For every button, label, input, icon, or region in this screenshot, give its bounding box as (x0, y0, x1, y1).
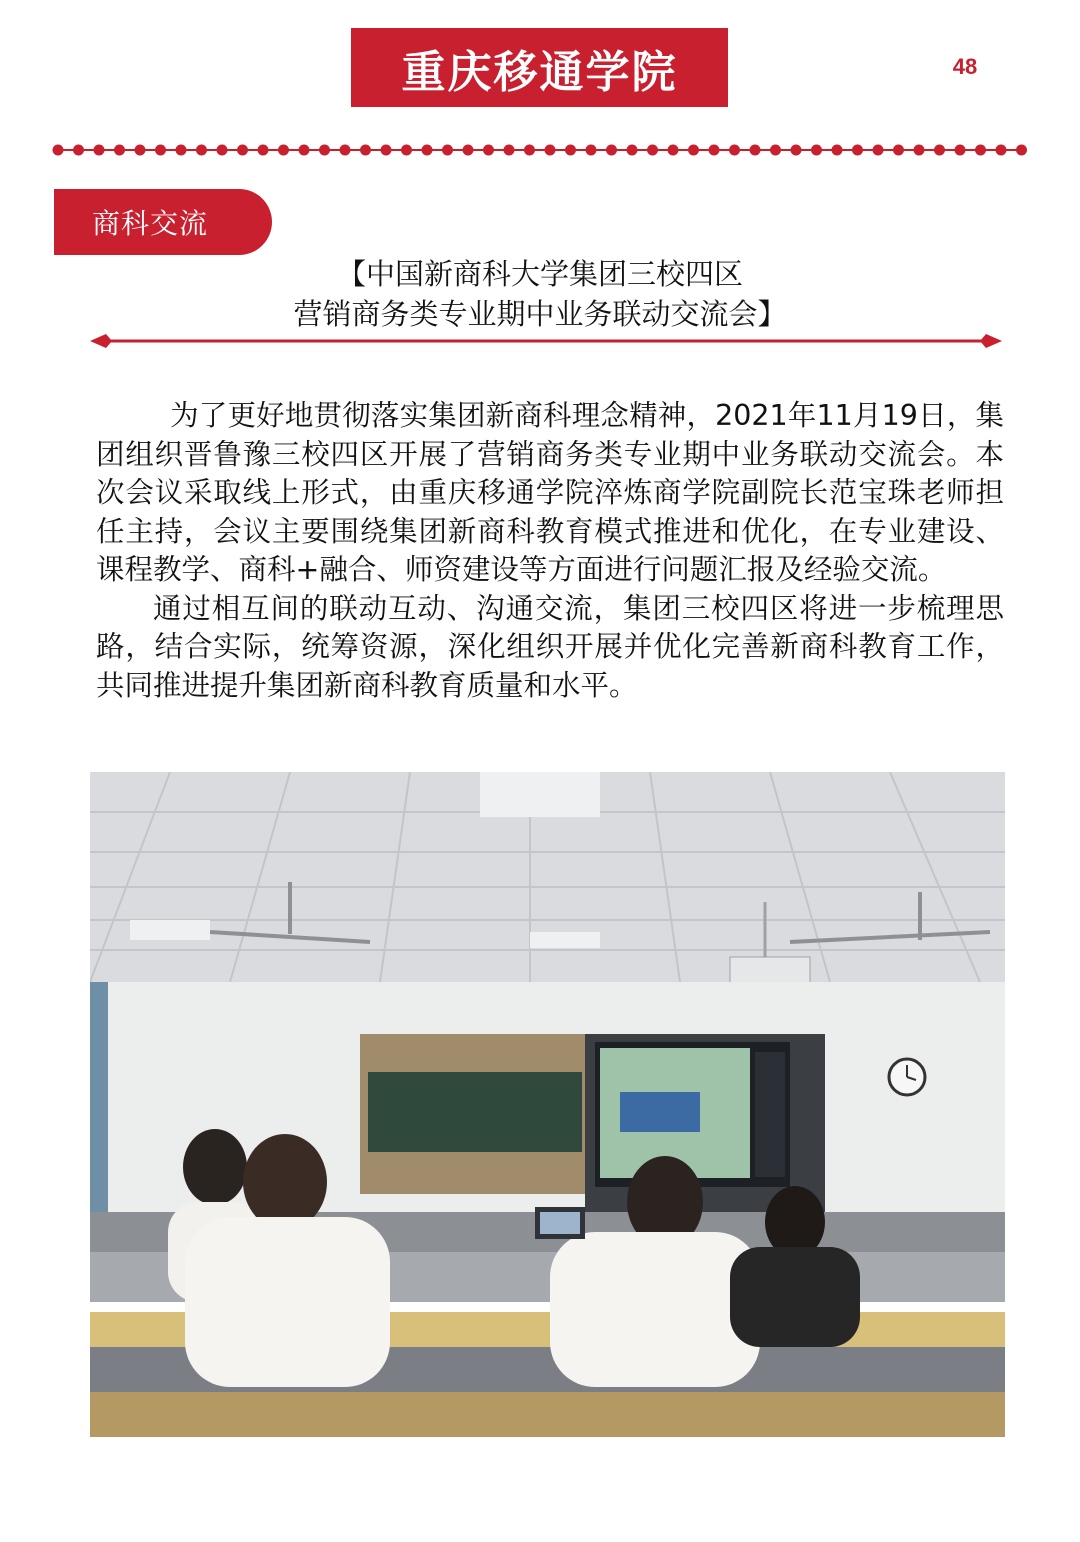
brand-banner (351, 28, 728, 107)
divider-dot (811, 145, 822, 156)
divider-dot (647, 145, 658, 156)
divider-dot (873, 145, 884, 156)
article-body (96, 397, 1004, 705)
divider-dot (934, 145, 945, 156)
divider-dot (299, 145, 310, 156)
section-tag-label: 商科交流 (92, 207, 209, 240)
divider-dot (73, 145, 84, 156)
classroom-image (90, 772, 1005, 1437)
title-line-2: 营销商务类专业期中业务联动交流会】 (293, 297, 787, 331)
section-tag (54, 189, 272, 255)
divider-dot (463, 145, 474, 156)
divider-dot (360, 145, 371, 156)
divider-dot (975, 145, 986, 156)
divider-dot (176, 145, 187, 156)
paragraph-2: 通过相互间的联动互动、沟通交流，集团三校四区将进一步梳理思路，结合实际，统筹资源，深化组织开展并优化完善新商科教育工作，共同推进提升集团新商科教育质量和水平。 (96, 591, 1004, 702)
divider-dot (319, 145, 330, 156)
divider-dot (196, 145, 207, 156)
divider-dot (401, 145, 412, 156)
divider-dot (709, 145, 720, 156)
divider-dot (545, 145, 556, 156)
divider-dot (586, 145, 597, 156)
divider-dot (258, 145, 269, 156)
brand-title: 重庆移通学院 (401, 46, 678, 98)
divider-dot (955, 145, 966, 156)
divider-dot (422, 145, 433, 156)
divider-dot (278, 145, 289, 156)
divider-dot (750, 145, 761, 156)
divider-dot (524, 145, 535, 156)
divider-dot (832, 145, 843, 156)
divider-dot (381, 145, 392, 156)
divider-dot (565, 145, 576, 156)
divider-dot (217, 145, 228, 156)
divider-dot (791, 145, 802, 156)
divider-dot (996, 145, 1007, 156)
divider-dot (504, 145, 515, 156)
divider-dot (94, 145, 105, 156)
meeting-photo (90, 772, 1005, 1437)
divider-dot (606, 145, 617, 156)
divider-dot (729, 145, 740, 156)
divider-dot (237, 145, 248, 156)
divider-dot (893, 145, 904, 156)
divider-dot (1016, 145, 1027, 156)
divider-dot (668, 145, 679, 156)
divider-dot (155, 145, 166, 156)
divider-dot (442, 145, 453, 156)
page-number: 48 (952, 54, 978, 79)
article-title (200, 254, 880, 334)
title-line-1: 【中国新商科大学集团三校四区 (336, 257, 743, 291)
divider-dot (340, 145, 351, 156)
divider-dot (770, 145, 781, 156)
title-divider (90, 332, 1002, 350)
paragraph-1: 为了更好地贯彻落实集团新商科理念精神，2021年11月19日，集团组织晋鲁豫三校四区开展了营销商务类专业期中业务联动交流会。本次会议采取线上形式，由重庆移通学院淬炼商学院副院长范宝珠老师担任主持，会议主要围绕集团新商科教育模式推进和优化，在专业建设、课程教学、商科+融合、师资建设等方面进行问题汇报及经验交流。 (96, 399, 1004, 586)
divider-dot (53, 145, 64, 156)
divider-dot (852, 145, 863, 156)
divider-dot (483, 145, 494, 156)
divider-dot (135, 145, 146, 156)
divider-dot (688, 145, 699, 156)
divider-dot (114, 145, 125, 156)
divider-dot (914, 145, 925, 156)
dotted-divider (52, 142, 1028, 158)
divider-dot (627, 145, 638, 156)
